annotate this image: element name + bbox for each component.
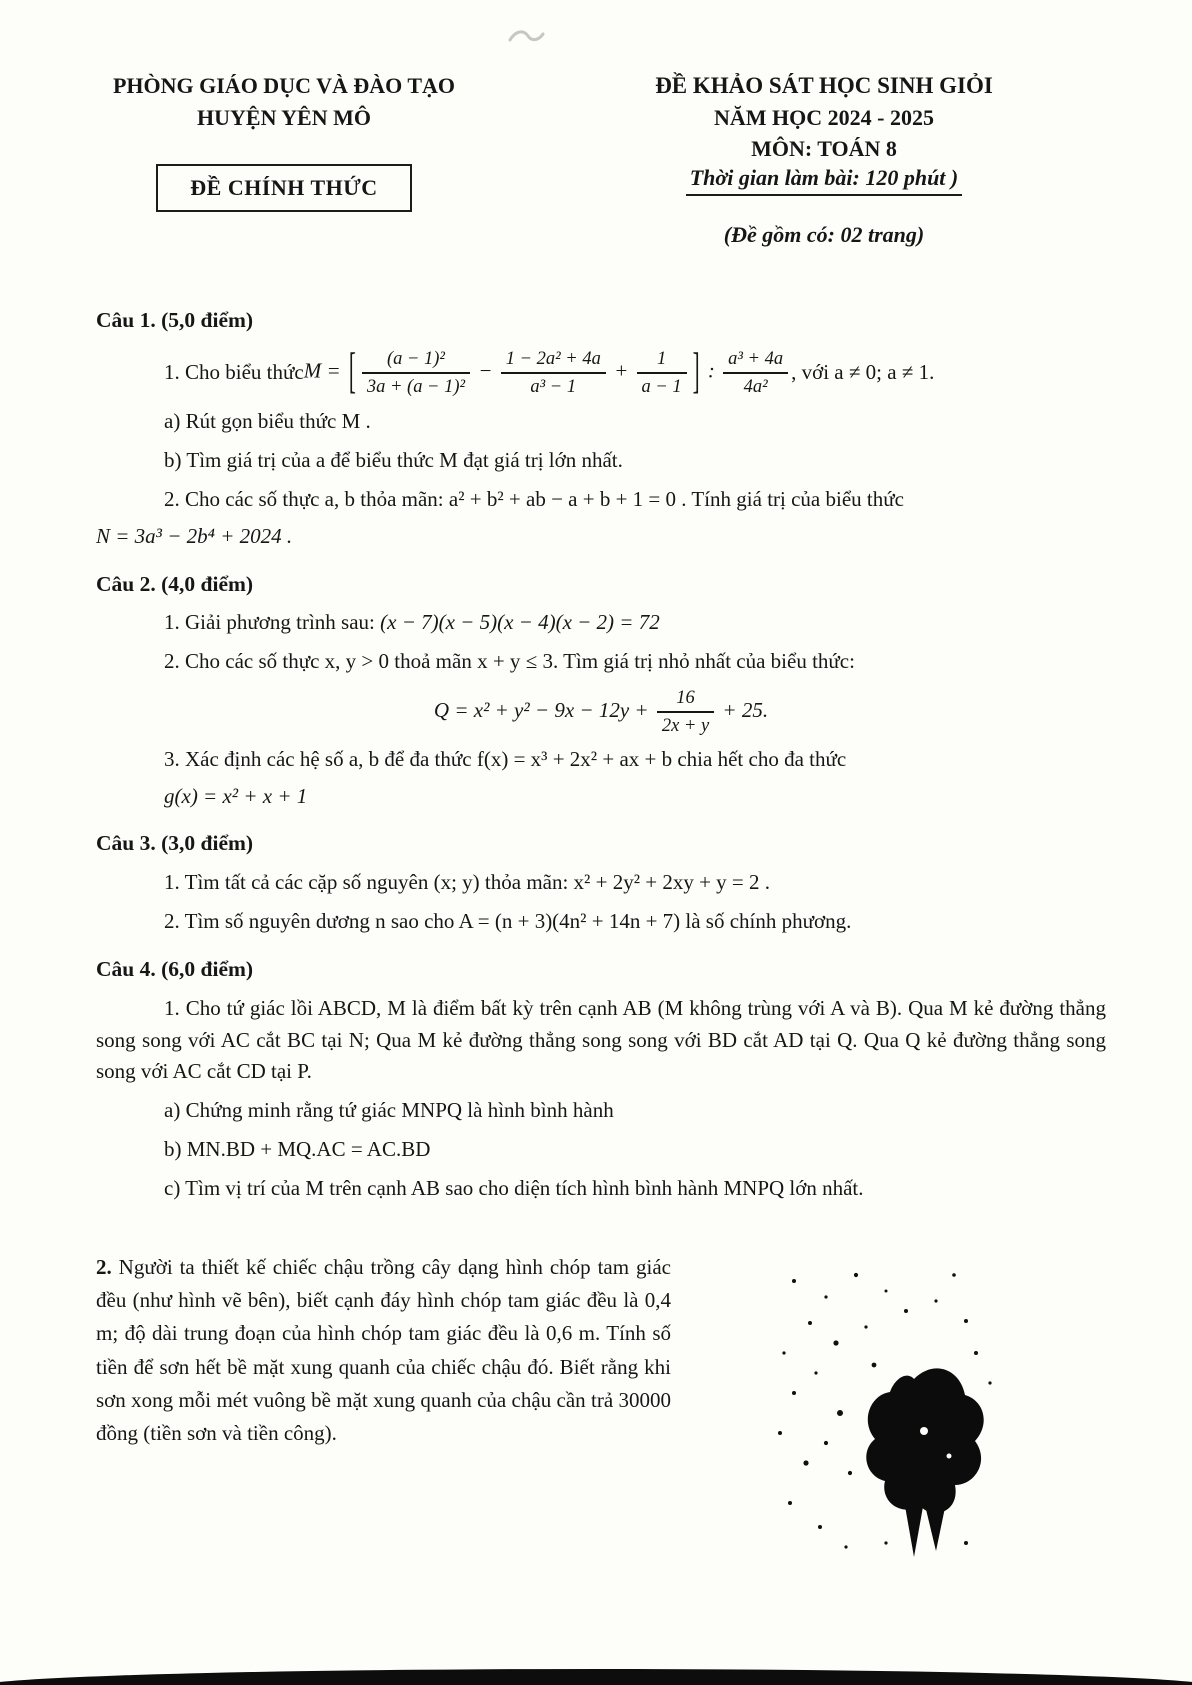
- question-4-title: Câu 4. (6,0 điểm): [96, 956, 254, 981]
- expression-Q: Q = x² + y² − 9x − 12y + $\frac{16}{2x + y}$ + 25.: [433, 687, 769, 735]
- q4-item-2: [96, 1251, 671, 1561]
- district-name: HUYỆN YÊN MÔ: [197, 104, 371, 130]
- q3-item-1: 1. Tìm tất cả các cặp số nguyên (x; y) thỏa mãn: x² + 2y² + 2xy + y = 2 .: [164, 870, 771, 895]
- question-2-title: Câu 2. (4,0 điểm): [96, 571, 254, 596]
- q4-item-1a: a) Chứng minh rằng tứ giác MNPQ là hình bình hành: [164, 1098, 614, 1123]
- q1-expression-N: N = 3a³ − 2b⁴ + 2024 .: [96, 523, 293, 548]
- scan-artifact: [506, 26, 546, 53]
- q4-item-1: 1. Cho tứ giác lồi ABCD, M là điểm bất kỳ trên cạnh AB (M không trùng với A và B). Qua M kẻ đường thẳng song song với AC cắt BC tại N; Qua M kẻ đường thẳng song song với BD cắt AD tại Q. Qua Q kẻ đường thẳng song song với AC cắt CD tại P.: [96, 995, 1106, 1084]
- q2-item-2: 2. Cho các số thực x, y > 0 thoả mãn x + y ≤ 3. Tìm giá trị nhỏ nhất của biểu thức:: [164, 649, 855, 674]
- expression-M: M = [ $\frac{\text{(a − 1)²}}{\text{3a + (a − 1)²}}$ − $\frac{\text{1 − 2a² + 4a}}{\text{a³ − 1}}$ + $\frac{1}{a - 1}$ ] : $\frac{\text{a³ + 4a}}{\text{4a²}}$: [304, 348, 791, 398]
- q4-figure-container: [671, 1251, 1106, 1561]
- q4-item-2-number: 2.: [96, 1255, 112, 1280]
- q3-item-2: 2. Tìm số nguyên dương n sao cho A = (n + 3)(4n² + 14n + 7) là số chính phương.: [164, 909, 852, 934]
- question-1-title: Câu 1. (5,0 điểm): [96, 307, 254, 332]
- q2-item-3: 3. Xác định các hệ số a, b để đa thức f(x) = x³ + 2x² + ax + b chia hết cho đa thức: [164, 746, 847, 771]
- school-year: NĂM HỌC 2024 - 2025: [714, 105, 934, 131]
- department-name: PHÒNG GIÁO DỤC VÀ ĐÀO TẠO: [112, 73, 456, 98]
- q2-equation-1: (x − 7)(x − 5)(x − 4)(x − 2) = 72: [380, 610, 660, 635]
- q4-item-1b: b) MN.BD + MQ.AC = AC.BD: [164, 1137, 431, 1162]
- page-count-note: (Đề gồm có: 02 trang): [723, 221, 925, 247]
- exam-content: [0, 248, 1192, 1561]
- q1-item-1: [164, 342, 1106, 400]
- official-exam-box: ĐỀ CHÍNH THỨC: [156, 164, 411, 212]
- q1-item-1-condition: , với a ≠ 0; a ≠ 1.: [791, 360, 935, 385]
- question-3-title: Câu 3. (3,0 điểm): [96, 831, 254, 856]
- q1-item-1-text: 1. Cho biểu thức: [164, 360, 304, 385]
- q1-item-2: 2. Cho các số thực a, b thỏa mãn: a² + b² + ab − a + b + 1 = 0 . Tính giá trị của biểu thức: [164, 486, 904, 511]
- q2-item-1: [164, 607, 1106, 639]
- q4-item-2-text: Người ta thiết kế chiếc chậu trồng cây dạng hình chóp tam giác đều (như hình vẽ bên), biết cạnh đáy hình chóp tam giác đều là 0,4 m; độ dài trung đoạn của hình chóp tam giác đều là 0,6 m. Tính số tiền để sơn hết bề mặt xung quanh của chiếc chậu đó. Biết rằng khi sơn xong mỗi mét vuông bề mặt xung quanh của chậu cần trả 30000 đồng (tiền sơn và tiền công).: [96, 1255, 671, 1445]
- q2-expression-g: g(x) = x² + x + 1: [164, 783, 308, 808]
- q1-item-1a: a) Rút gọn biểu thức M .: [164, 408, 371, 433]
- planter-blob-streak: [902, 1489, 948, 1557]
- subject-name: MÔN: TOÁN 8: [751, 136, 897, 162]
- q2-expression-Q-line: [96, 687, 1106, 737]
- exam-duration: Thời gian làm bài: 120 phút ): [686, 165, 963, 196]
- q4-item-2-section: [96, 1251, 1106, 1561]
- issuing-authority-block: [68, 70, 500, 248]
- q4-item-1c: c) Tìm vị trí của M trên cạnh AB sao cho diện tích hình bình hành MNPQ lớn nhất.: [164, 1176, 864, 1201]
- q1-item-1b: b) Tìm giá trị của a để biểu thức M đạt giá trị lớn nhất.: [164, 447, 623, 472]
- planter-figure-image: [764, 1261, 1004, 1561]
- exam-title: ĐỀ KHẢO SÁT HỌC SINH GIỎI: [655, 73, 993, 98]
- q2-item-1-text: 1. Giải phương trình sau:: [164, 610, 381, 635]
- scan-edge-artifact: [0, 1669, 1192, 1685]
- exam-header: [0, 0, 1192, 248]
- exam-info-block: [500, 70, 1142, 248]
